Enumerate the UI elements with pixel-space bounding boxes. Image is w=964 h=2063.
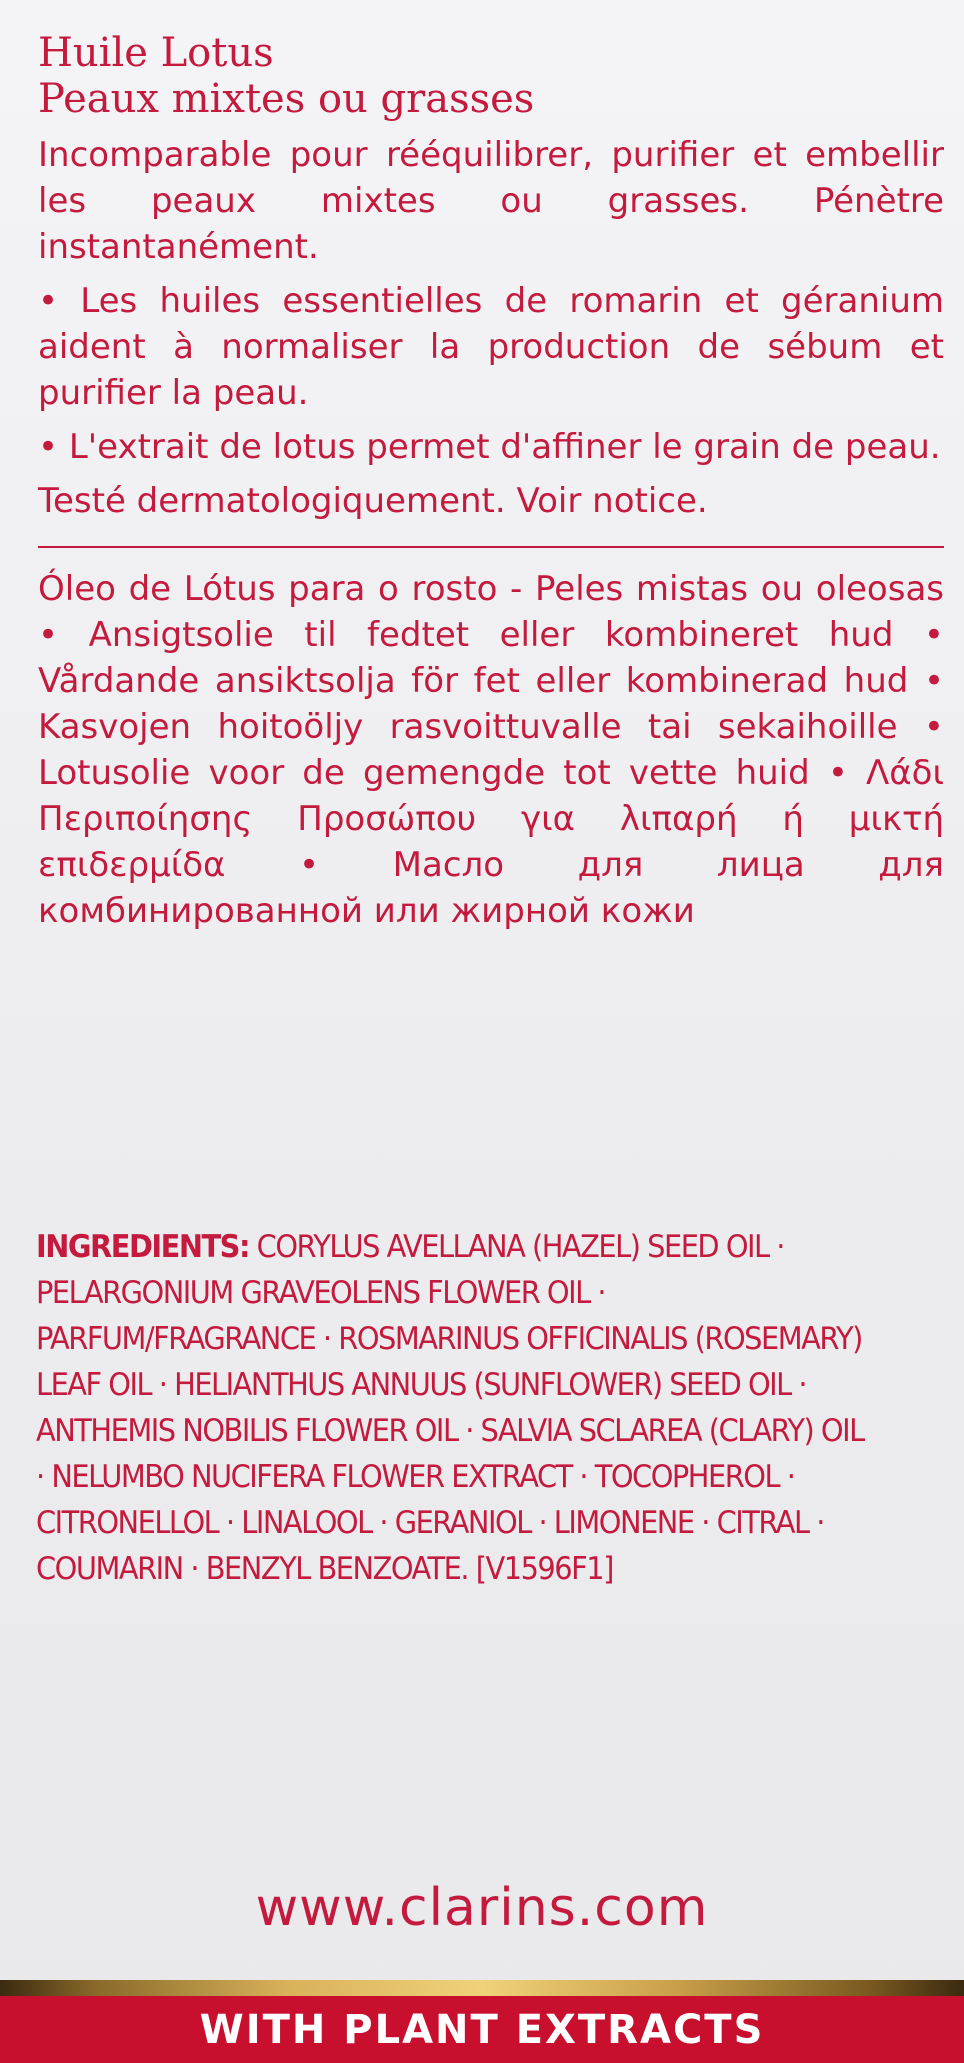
ingredients-text: CORYLUS AVELLANA (HAZEL) SEED OIL · PELARGONIUM GRAVEOLENS FLOWER OIL · PARFUM/FRAGRANCE · ROSMARINUS OFFICINALIS (ROSEMARY) LEAF OIL · HELIANTHUS ANNUUS (SUNFLOWER) SEED OIL · ANTHEMIS NOBILIS FLOWER OIL · SALVIA SCLAREA (CLARY) OIL · NELUMBO NUCIFERA FLOWER EXTRACT · TOCOPHEROL · CITRONELLOL · LINALOOL · GERANIOL · LIMONENE · CITRAL · COUMARIN · BENZYL BENZOATE. [V1596F1] xyxy=(36,1229,864,1587)
benefit-bullet-2: • L'extrait de lotus permet d'affiner le grain de peau. xyxy=(38,427,941,467)
product-subtitle: Peaux mixtes ou grasses xyxy=(38,76,535,122)
banner-text: WITH PLANT EXTRACTS xyxy=(199,2006,765,2053)
intro-paragraph: Incomparable pour rééquilibrer, purifier et embellir les peaux mixtes ou grasses. Pénètre instantanément. xyxy=(38,135,944,267)
plant-extracts-banner xyxy=(0,1996,964,2063)
product-description-block xyxy=(38,30,944,934)
ingredients-list xyxy=(36,1224,879,1592)
gold-trim-strip xyxy=(0,1980,964,1996)
translations-paragraph: Óleo de Lótus para o rosto - Peles mistas ou oleosas • Ansigtsolie til fedtet eller kombineret hud • Vårdande ansiktsolja för fet eller kombinerad hud • Kasvojen hoitoöljy rasvoittuvalle tai sekaihoille • Lotusolie voor de gemengde tot vette huid • Λάδι Περιποίησης Προσώπου για λιπαρή ή μικτή επιδερμίδα • Масло для лица для комбинированной или жирной кожи xyxy=(38,569,944,931)
divider-rule xyxy=(38,546,944,548)
website-url: www.clarins.com xyxy=(255,1878,709,1938)
ingredients-label: INGREDIENTS: xyxy=(36,1229,249,1265)
tested-note: Testé dermatologiquement. Voir notice. xyxy=(38,481,708,521)
product-title: Huile Lotus xyxy=(38,30,274,76)
benefit-bullet-1: • Les huiles essentielles de romarin et géranium aident à normaliser la production de sébum et purifier la peau. xyxy=(38,281,944,413)
